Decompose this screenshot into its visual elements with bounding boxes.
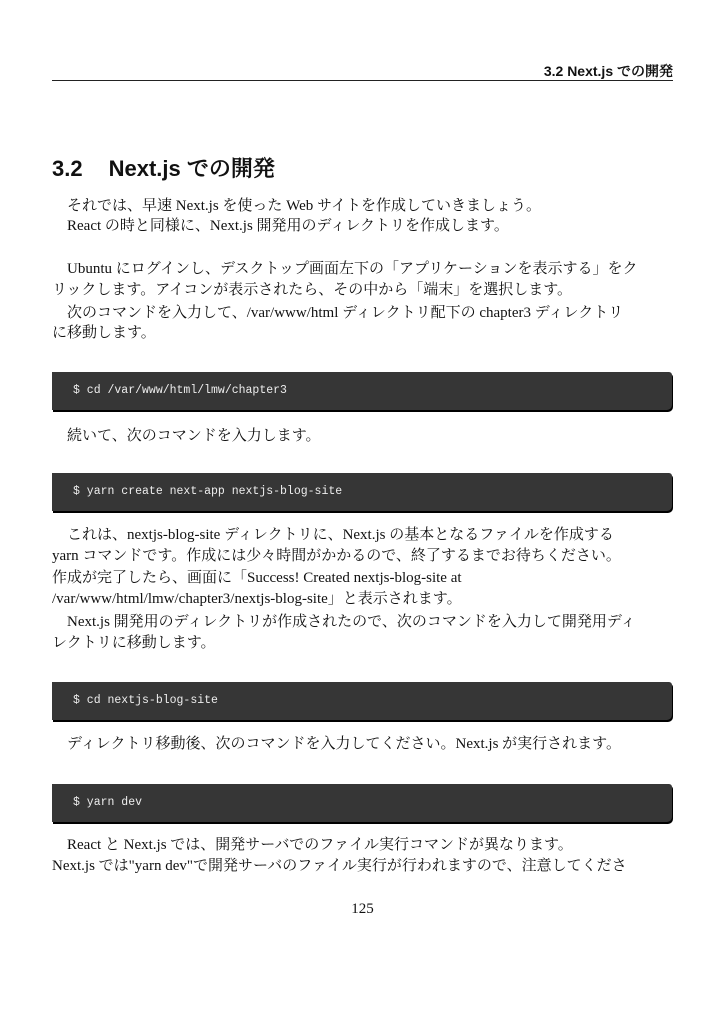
- section-heading: [52, 152, 275, 183]
- header-rule: [52, 80, 673, 81]
- code-block: [52, 473, 672, 511]
- paragraph-line: React と Next.js では、開発サーバでのファイル実行コマンドが異なります。: [67, 837, 573, 853]
- paragraph-line: React の時と同様に、Next.js 開発用のディレクトリを作成します。: [67, 218, 509, 234]
- paragraph-line: 続いて、次のコマンドを入力します。: [67, 428, 321, 444]
- running-header: 3.2 Next.js での開発: [543, 63, 673, 79]
- paragraph-line: レクトリに移動します。: [52, 635, 216, 651]
- paragraph-line: リックします。アイコンが表示されたら、その中から「端末」を選択します。: [52, 282, 573, 298]
- code-block: [52, 372, 672, 410]
- paragraph-line: Next.js では"yarn dev"で開発サーバのファイル実行が行われますので、注意してくださ: [52, 858, 627, 874]
- page-number: 125: [351, 901, 374, 917]
- section-number: 3.2: [52, 156, 83, 181]
- paragraph-line: それでは、早速 Next.js を使った Web サイトを作成していきましょう。: [67, 198, 541, 214]
- paragraph-line: に移動します。: [52, 325, 156, 341]
- paragraph-line: Ubuntu にログインし、デスクトップ画面左下の「アプリケーションを表示する」をク: [67, 261, 638, 277]
- paragraph-line: yarn コマンドです。作成には少々時間がかかるので、終了するまでお待ちください。: [52, 548, 621, 564]
- section-title: Next.js での開発: [108, 156, 275, 181]
- paragraph-line: 次のコマンドを入力して、/var/www/html ディレクトリ配下の chapter3 ディレクトリ: [67, 305, 624, 321]
- paragraph-line: /var/www/html/lmw/chapter3/nextjs-blog-site」と表示されます。: [52, 591, 462, 607]
- code-text: $ cd nextjs-blog-site: [73, 694, 218, 707]
- paragraph-line: ディレクトリ移動後、次のコマンドを入力してください。Next.js が実行されます。: [67, 736, 621, 752]
- code-text: $ yarn dev: [73, 796, 143, 809]
- code-block: [52, 784, 672, 822]
- paragraph-line: 作成が完了したら、画面に「Success! Created nextjs-blog-site at: [52, 570, 462, 586]
- code-block: [52, 682, 672, 720]
- code-text: $ yarn create next-app nextjs-blog-site: [73, 485, 343, 498]
- paragraph-line: Next.js 開発用のディレクトリが作成されたので、次のコマンドを入力して開発用ディ: [67, 614, 636, 630]
- code-text: $ cd /var/www/html/lmw/chapter3: [73, 384, 287, 397]
- paragraph-line: これは、nextjs-blog-site ディレクトリに、Next.js の基本となるファイルを作成する: [67, 527, 614, 543]
